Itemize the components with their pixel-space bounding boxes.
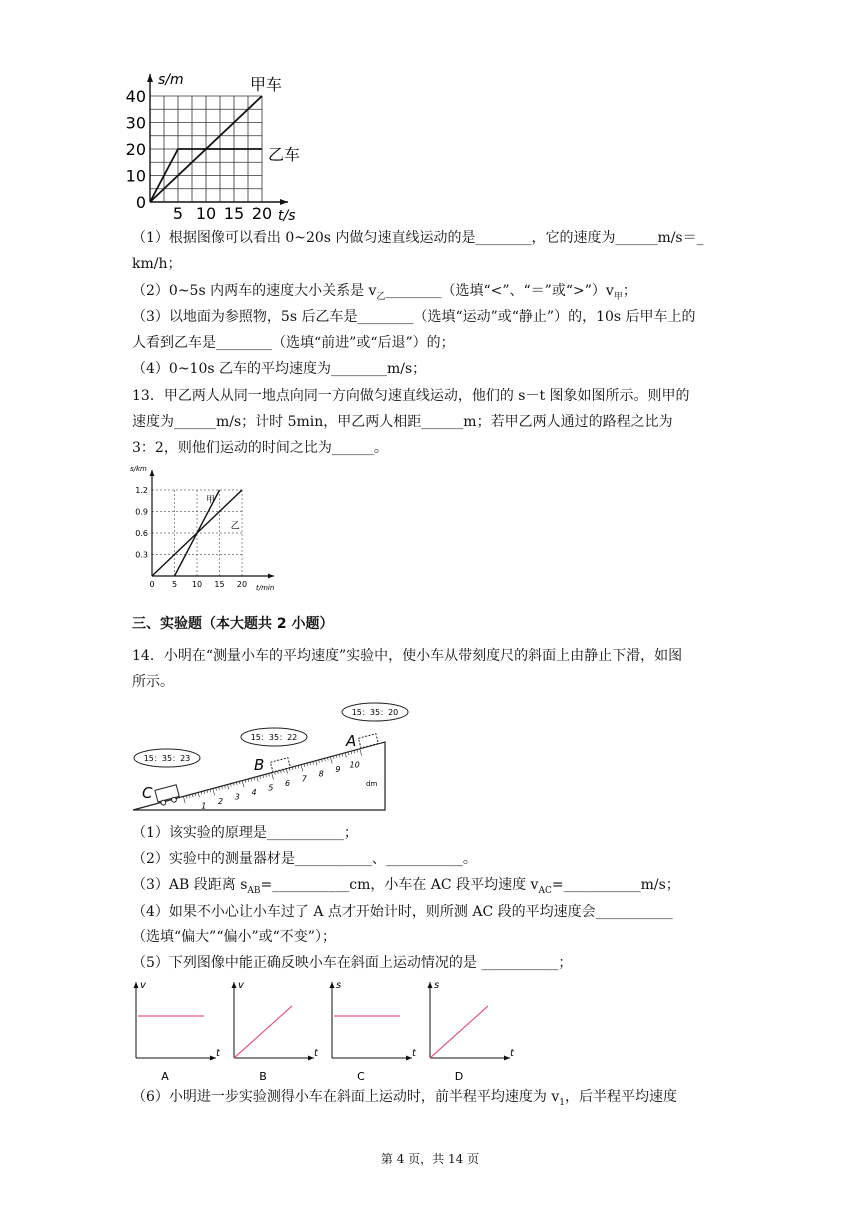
ruler-tick — [198, 792, 199, 797]
y-arrow — [150, 470, 155, 476]
series-label: 甲车 — [250, 75, 283, 94]
x-tick-label: 15 — [223, 204, 245, 223]
series-label: 甲 — [206, 495, 216, 506]
clock-C: 15：35：23 — [143, 754, 191, 763]
q12-line3 — [132, 281, 637, 307]
y-tick-label: 1.2 — [135, 486, 148, 495]
graph-line — [430, 1006, 488, 1058]
q12-line3-b: ________（选填“<”、“＝”或“>”）v — [385, 283, 614, 299]
y-axis-label: s/m — [158, 72, 184, 88]
q14-p7-sub: 1 — [559, 1097, 565, 1108]
q14-p3-c: =___________m/s； — [551, 877, 680, 893]
q14-p3-a: （3）AB 段距离 s — [132, 877, 248, 893]
x-arrow — [280, 199, 288, 205]
x-arrow — [268, 574, 274, 579]
graph-y-label: v — [140, 980, 146, 991]
graph-caption: A — [161, 1070, 169, 1083]
ruler-tick — [301, 765, 303, 772]
ruler-label: 4 — [251, 787, 257, 797]
ruler — [183, 749, 361, 811]
x-tick-label: 10 — [191, 580, 203, 589]
graph-y-label: s — [336, 980, 342, 991]
x-tick-label: 20 — [251, 204, 273, 223]
incline-ramp — [133, 742, 385, 810]
label-C: C — [142, 784, 153, 802]
ruler-label: 7 — [301, 774, 307, 784]
y-tick-label: 40 — [125, 87, 146, 106]
q14-line2: 所示。 — [132, 674, 174, 690]
q12-line3-sub2: 甲 — [613, 291, 623, 302]
clock-A: 15：35：20 — [351, 708, 399, 717]
x-axis-label: t/min — [256, 584, 275, 592]
y-tick-label: 0.6 — [135, 529, 148, 538]
ruler-tick — [330, 757, 332, 764]
graph-line — [234, 1006, 292, 1058]
q14-p5: （选填“偏大”“偏小”或“不变”）； — [132, 929, 336, 945]
graph-y-label: v — [238, 980, 244, 991]
ruler-label: 2 — [218, 796, 224, 806]
q12-line4: （3）以地面为参照物，5s 后乙车是________（选填“运动”或“静止”）的，10s 后甲车上的 — [132, 309, 696, 325]
chart-st-people — [128, 462, 288, 590]
graph-caption: C — [357, 1070, 365, 1083]
ruler-tick — [345, 753, 346, 758]
q12-line3-a: （2）0~5s 内两车的速度大小关系是 v — [132, 283, 377, 299]
q12-line5: 人看到乙车是________（选填“前进”或“后退”）的； — [132, 335, 455, 351]
q12-line2: km/h； — [132, 256, 182, 272]
ruler-tick — [316, 761, 317, 766]
cart-B — [270, 758, 290, 772]
graph-x-label: t — [412, 1048, 416, 1059]
ruler-tick — [360, 749, 362, 756]
q12-line3-c: ； — [622, 283, 637, 299]
q14-p1: （1）该实验的原理是___________； — [132, 825, 358, 841]
q14-p4: （4）如果不小心让小车过了 A 点才开始计时，则所测 AC 段的平均速度会___________ — [132, 904, 673, 920]
q12-line6: （4）0~10s 乙车的平均速度为________m/s； — [132, 361, 427, 377]
y-tick-label: 30 — [125, 113, 146, 133]
ruler-label: 9 — [335, 765, 341, 775]
motion-graphs-group — [134, 980, 516, 1083]
q14-p3-sub2: AC — [538, 885, 552, 896]
ruler-unit: dm — [366, 780, 378, 788]
x-tick-label: 15 — [214, 580, 225, 589]
graph-y-arrow — [232, 982, 237, 988]
q13-line1: 13．甲乙两人从同一地点向同一方向做匀速直线运动，他们的 s－t 图象如图所示。则甲的 — [132, 388, 690, 404]
ruler-tick — [228, 785, 229, 790]
q12-line1: （1）根据图像可以看出 0~20s 内做匀速直线运动的是________，它的速度为______m/s＝_ — [132, 230, 704, 246]
ruler-tick — [257, 777, 258, 782]
ruler-label: 6 — [285, 778, 291, 788]
graph-y-arrow — [134, 982, 139, 988]
q14-p7-a: （6）小明进一步实验测得小车在斜面上运动时，前半程平均速度为 v — [132, 1089, 560, 1105]
series-label: 乙 — [230, 521, 240, 532]
ruler-tick — [213, 788, 215, 795]
chart1-plot — [126, 72, 300, 224]
y-arrow — [147, 74, 153, 82]
y-tick-label: 0.3 — [135, 550, 148, 560]
series-label: 乙车 — [268, 145, 301, 164]
ruler-tick — [272, 773, 274, 780]
graph-caption: D — [454, 1070, 464, 1083]
x-tick-label: 5 — [172, 204, 184, 223]
q14-p3 — [132, 875, 680, 901]
ruler-tick — [242, 781, 244, 788]
cart-A — [358, 734, 378, 748]
q14-p7-b: ，后半程平均速度 — [565, 1089, 677, 1105]
y-tick-label: 20 — [125, 140, 146, 159]
y-tick-label: 0 — [135, 193, 146, 212]
q14-p3-sub: AB — [247, 885, 261, 896]
graph-x-label: t — [314, 1048, 318, 1059]
q14-line1: 14．小明在“测量小车的平均速度”实验中，使小车从带刻度尺的斜面上由静止下滑，如图 — [132, 648, 683, 664]
page-footer: 第 4 页，共 14 页 — [380, 1152, 480, 1166]
clock-B: 15：35：22 — [250, 733, 298, 742]
ruler-label: 8 — [318, 769, 324, 779]
chart2-plot — [130, 465, 274, 592]
ruler-label: 5 — [268, 783, 274, 793]
q14-p3-b: =___________cm，小车在 AC 段平均速度 v — [260, 877, 539, 893]
ruler-label: 10 — [349, 760, 360, 770]
y-tick-label: 10 — [125, 166, 146, 186]
ruler-label: 3 — [234, 792, 240, 802]
x-axis-label: t/s — [278, 208, 296, 224]
ruler-tick — [183, 796, 185, 803]
q14-p6: （5）下列图像中能正确反映小车在斜面上运动情况的是 ___________； — [132, 955, 573, 971]
x-tick-label: 0 — [149, 580, 155, 589]
q13-line2: 速度为______m/s；计时 5min，甲乙两人相距______m；若甲乙两人通过的路程之比为 — [132, 414, 673, 430]
graph-x-label: t — [510, 1048, 514, 1059]
x-tick-label: 5 — [171, 580, 178, 589]
motion-graphs — [126, 974, 536, 1086]
chart-st-cars — [125, 68, 318, 224]
ruler-tick — [286, 769, 287, 774]
graph-x-label: t — [216, 1048, 220, 1059]
y-tick-label: 0.9 — [135, 507, 148, 517]
x-tick-label: 20 — [236, 580, 248, 589]
y-axis-label: s/km — [130, 465, 147, 473]
graph-y-arrow — [330, 982, 335, 988]
incline-figure — [128, 698, 418, 816]
ruler-label: 1 — [201, 801, 207, 811]
graph-y-arrow — [428, 982, 433, 988]
q14-p2: （2）实验中的测量器材是___________、___________。 — [132, 851, 477, 867]
graph-y-label: s — [434, 980, 440, 991]
q12-line3-sub: 乙 — [376, 291, 386, 302]
label-B: B — [254, 756, 265, 774]
graph-caption: B — [259, 1070, 267, 1083]
x-tick-label: 10 — [195, 204, 217, 223]
label-A: A — [346, 732, 357, 750]
q13-line3: 3：2，则他们运动的时间之比为______。 — [132, 440, 388, 456]
section-title: 三、实验题（本大题共 2 小题） — [132, 616, 334, 632]
q14-p7 — [132, 1087, 677, 1113]
